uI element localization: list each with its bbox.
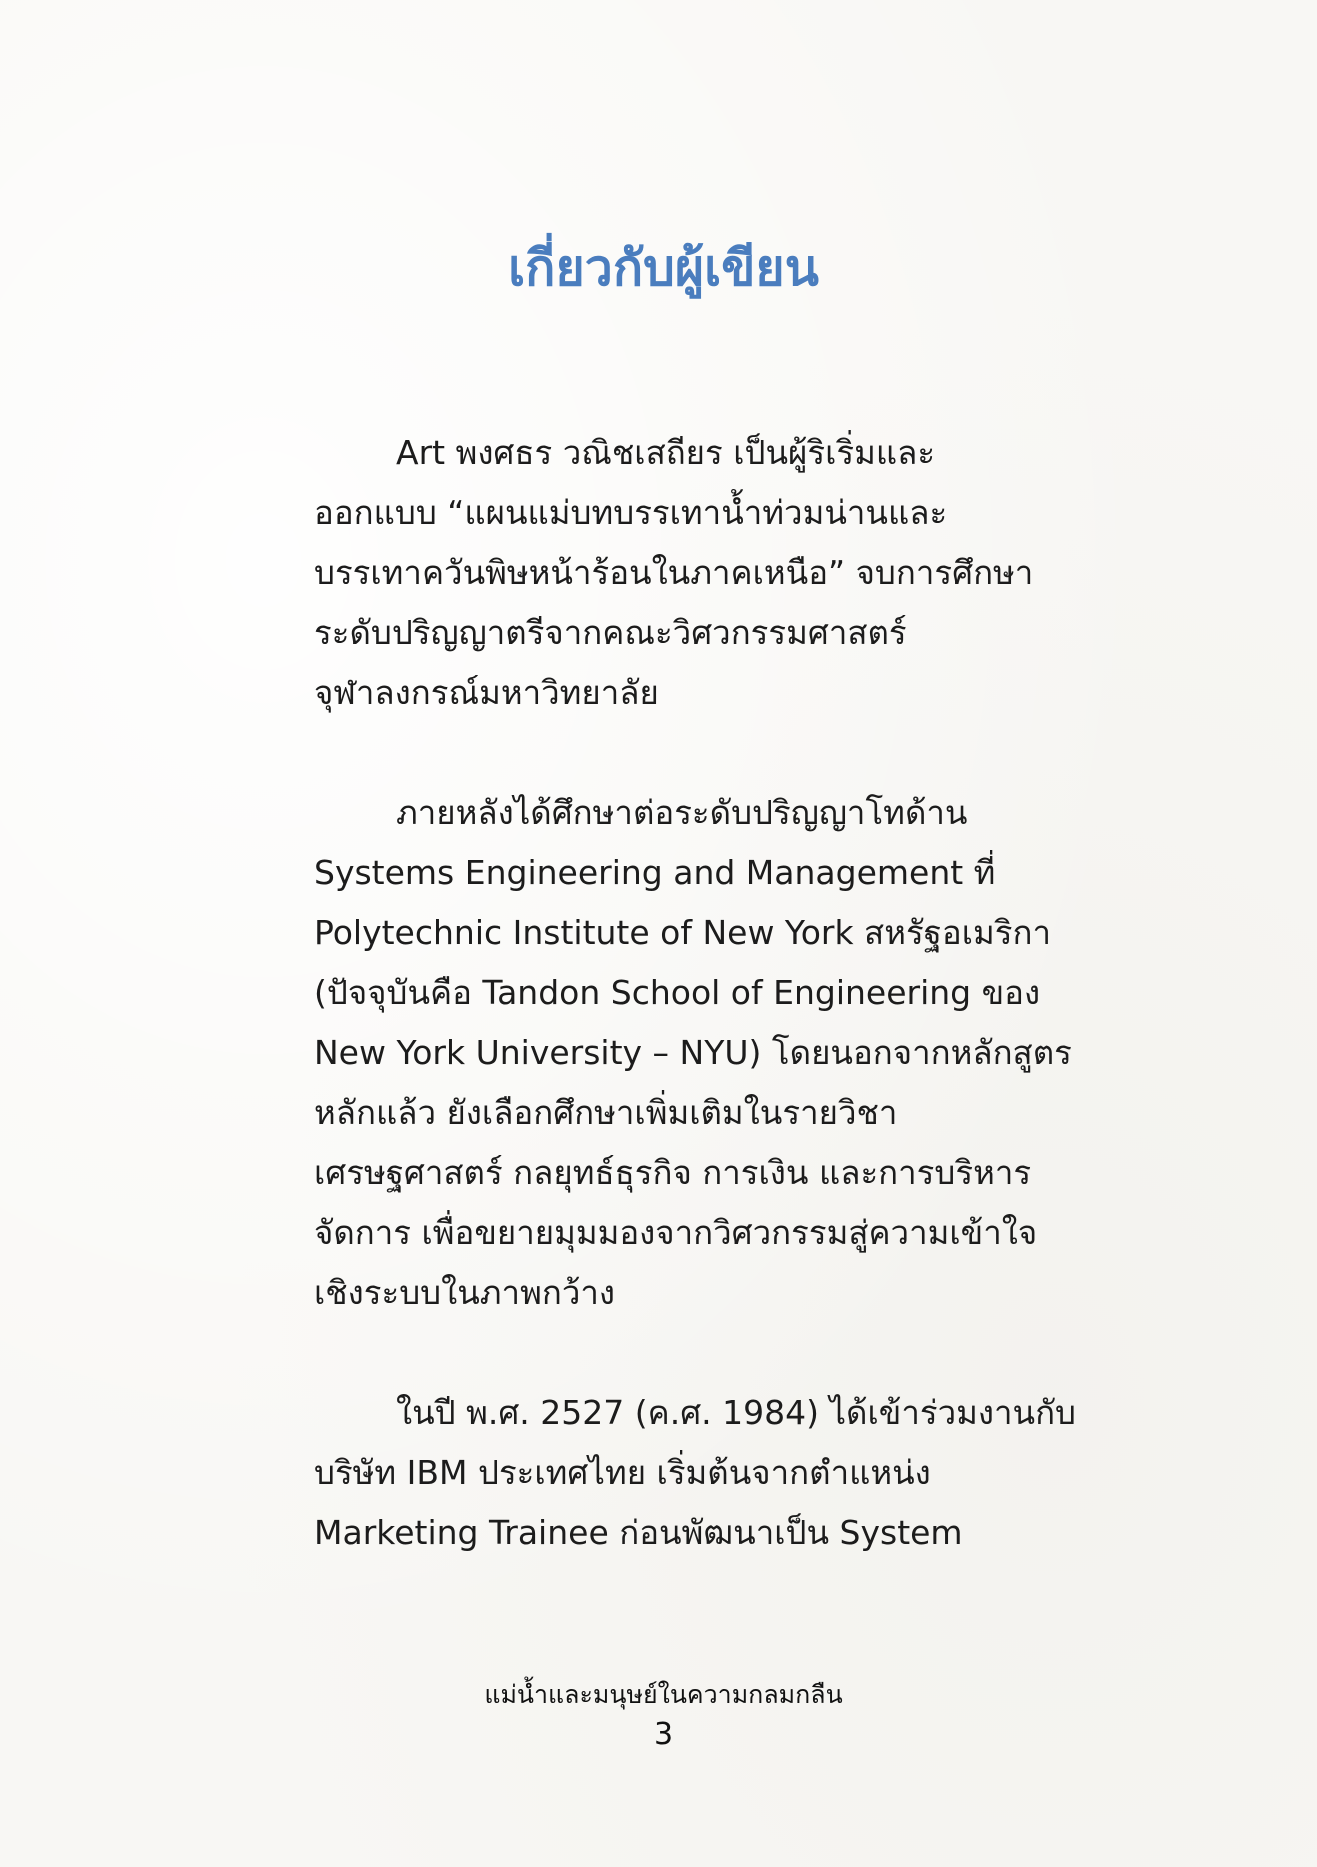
- paragraph-line: เศรษฐศาสตร์ กลยุทธ์ธุรกิจ การเงิน และการบริหาร: [314, 1153, 1032, 1192]
- paragraph-line: ภายหลังได้ศึกษาต่อระดับปริญญาโทด้าน: [396, 793, 968, 832]
- paragraph-line: บริษัท IBM ประเทศไทย เริ่มต้นจากตำแหน่ง: [314, 1453, 931, 1492]
- paragraph-line: Art พงศธร วณิชเสถียร เป็นผู้ริเริ่มและ: [396, 433, 936, 472]
- footer-book-title: แม่น้ำและมนุษย์ในความกลมกลืน: [484, 1680, 843, 1709]
- paragraph-line: Systems Engineering and Management ที่: [314, 853, 996, 892]
- body-text: [314, 423, 1094, 1623]
- paragraph-line: เชิงระบบในภาพกว้าง: [314, 1273, 615, 1312]
- page-title: เกี่ยวกับผู้เขียน: [508, 239, 819, 297]
- paragraph-line: จุฬาลงกรณ์มหาวิทยาลัย: [314, 673, 659, 712]
- paragraph-line: หลักแล้ว ยังเลือกศึกษาเพิ่มเติมในรายวิชา: [314, 1093, 898, 1132]
- paragraph-line: ระดับปริญญาตรีจากคณะวิศวกรรมศาสตร์: [314, 613, 907, 652]
- paragraph-3: [314, 1383, 1094, 1563]
- paragraph-line: Marketing Trainee ก่อนพัฒนาเป็น System: [314, 1513, 963, 1552]
- page-number: 3: [653, 1717, 674, 1752]
- paragraph-1: [314, 423, 1094, 723]
- paragraph-line: จัดการ เพื่อขยายมุมมองจากวิศวกรรมสู่ความเข้าใจ: [314, 1213, 1038, 1252]
- paragraph-line: ในปี พ.ศ. 2527 (ค.ศ. 1984) ได้เข้าร่วมงานกับ: [396, 1393, 1076, 1432]
- paragraph-line: ออกแบบ “แผนแม่บทบรรเทาน้ำท่วมน่านและ: [314, 493, 948, 532]
- paragraph-line: Polytechnic Institute of New York สหรัฐอเมริกา: [314, 913, 1051, 952]
- paragraph-line: (ปัจจุบันคือ Tandon School of Engineering ของ: [314, 973, 1041, 1012]
- paragraph-line: New York University – NYU) โดยนอกจากหลักสูตร: [314, 1033, 1072, 1072]
- paragraph-line: บรรเทาควันพิษหน้าร้อนในภาคเหนือ” จบการศึกษา: [314, 553, 1034, 592]
- paragraph-2: [314, 783, 1094, 1323]
